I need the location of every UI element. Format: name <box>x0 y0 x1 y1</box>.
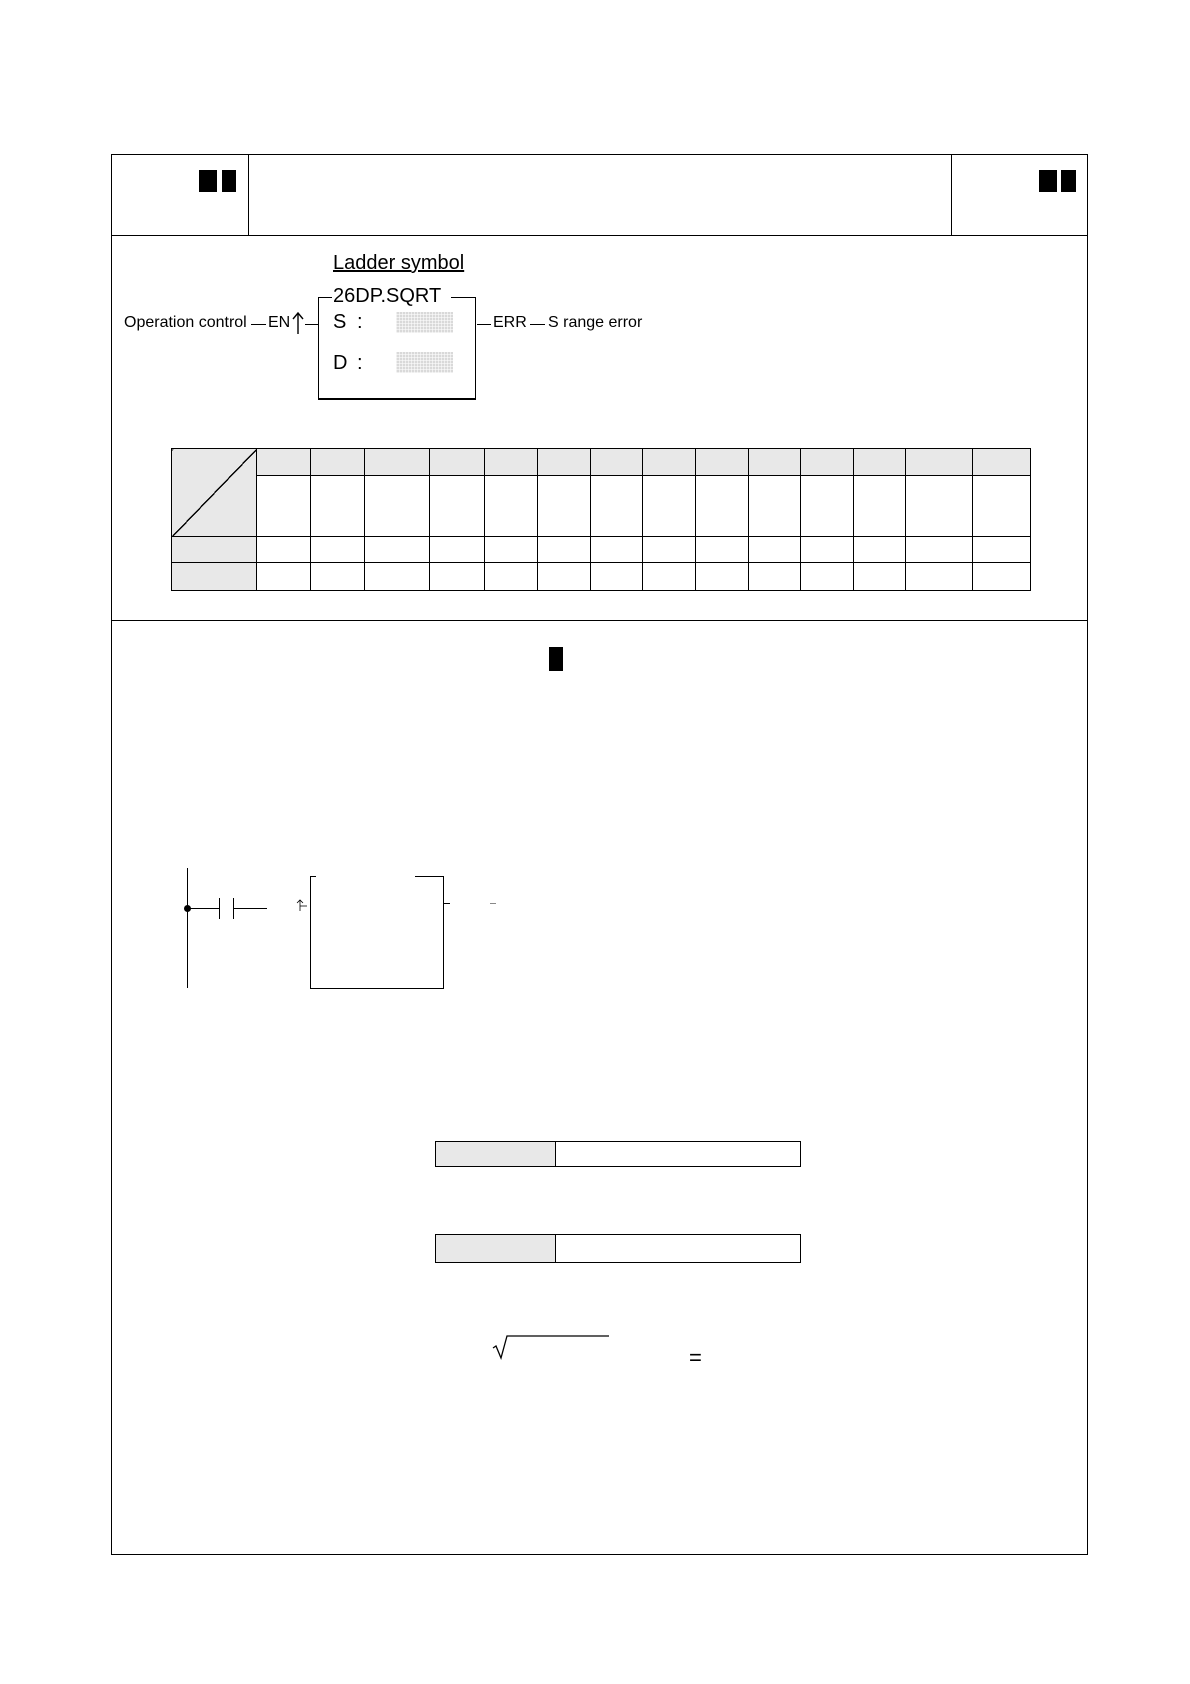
d-operand-colon: : <box>357 352 363 374</box>
example-box-top-right <box>415 876 444 877</box>
err-desc-dash <box>530 324 545 325</box>
header-bottom-rule <box>111 235 1088 236</box>
rung-wire-1 <box>187 908 219 909</box>
example-box-top-left <box>310 876 316 877</box>
rung-wire-2 <box>234 908 267 909</box>
result-register-table <box>435 1234 801 1263</box>
table-row-header <box>172 536 257 563</box>
header-redaction-left-2 <box>222 170 236 192</box>
header-redaction-left-1 <box>199 170 217 192</box>
square-root-icon <box>491 1332 611 1360</box>
d-operand-value <box>396 352 453 373</box>
header-divider-left <box>248 154 249 235</box>
left-power-rail <box>187 868 188 988</box>
s-operand-value <box>396 312 453 333</box>
example-output-dash <box>444 903 450 904</box>
device-table <box>171 448 1031 591</box>
operation-control-label: Operation control <box>124 314 247 331</box>
instruction-box-bottom <box>318 398 476 400</box>
function-redaction <box>549 647 563 671</box>
err-dash <box>477 324 491 325</box>
rising-edge-arrow-icon <box>291 311 305 335</box>
source-register-table <box>435 1141 801 1167</box>
instruction-box-top-right <box>451 297 476 298</box>
equals-sign: = <box>689 1345 702 1370</box>
d-operand-label: D <box>333 352 348 374</box>
err-label: ERR <box>493 314 527 331</box>
table-corner-diagonal <box>172 449 257 537</box>
s-operand-colon: : <box>357 311 363 333</box>
example-box-bottom <box>310 988 444 989</box>
instruction-box-top-left <box>318 297 332 298</box>
example-box-left <box>310 876 311 989</box>
contact-left-bar <box>219 898 220 919</box>
en-label: EN <box>268 314 291 331</box>
header-divider-right <box>951 154 952 235</box>
instruction-box-right <box>475 297 476 399</box>
header-redaction-right-1 <box>1039 170 1057 192</box>
s-operand-label: S <box>333 311 347 333</box>
instruction-box-left <box>318 297 319 399</box>
ladder-symbol-heading: Ladder symbol <box>333 252 465 274</box>
example-err-dash <box>490 903 496 904</box>
table-row-header <box>172 563 257 591</box>
small-rising-edge-icon <box>295 898 309 912</box>
section-divider <box>111 620 1088 621</box>
instruction-name: 26DP.SQRT <box>333 285 442 307</box>
header-redaction-right-2 <box>1061 170 1076 192</box>
err-description: S range error <box>548 314 643 331</box>
en-dash <box>305 324 318 325</box>
operation-control-dash <box>251 324 266 325</box>
example-box-right <box>443 876 444 989</box>
